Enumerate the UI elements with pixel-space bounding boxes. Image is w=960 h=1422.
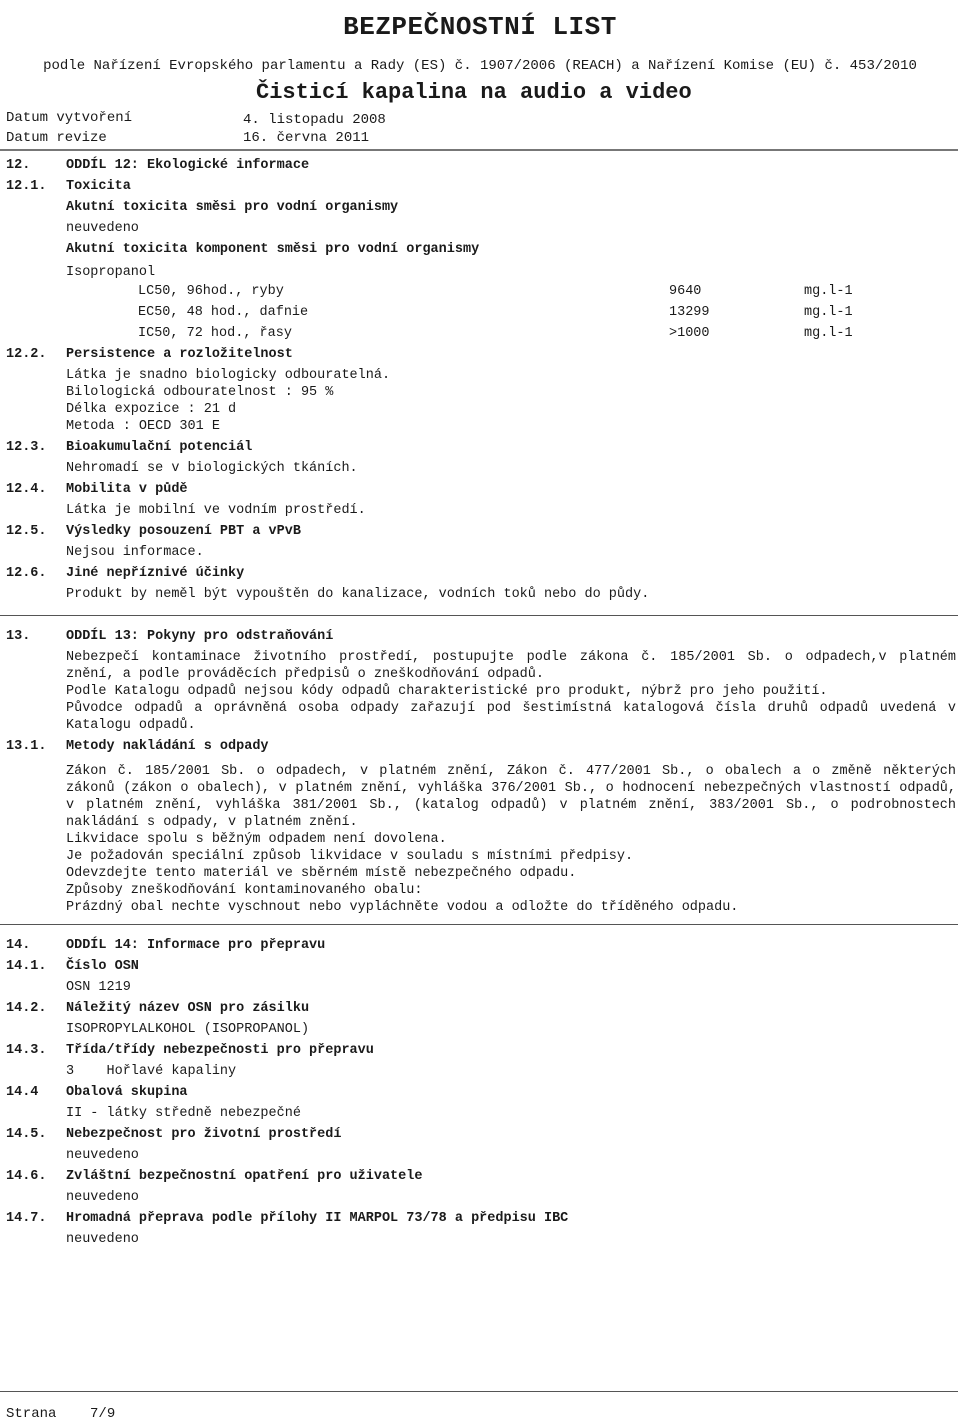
subsection-12-3	[0, 439, 960, 456]
revised-value: 16. června 2011	[243, 130, 370, 146]
disposal-paragraph: Původce odpadů a oprávněná osoba odpady zařazují pod šestimístná katalogová čísla druhů odpadů uvedená v Katalogu odpadů.	[66, 701, 956, 733]
disposal-paragraph: Nebezpečí kontaminace životního prostředí, postupujte podle zákona č. 185/2001 Sb. o odpadech,v platném znění, a podle prováděcích předpisů o zneškodňování odpadů.	[66, 650, 956, 682]
subsection-13-1	[0, 738, 960, 755]
created-label: Datum vytvoření	[6, 110, 133, 126]
waste-methods-line: Likvidace spolu s běžným odpadem není dovolena.	[66, 832, 447, 847]
tox-unit: mg.l-1	[804, 305, 853, 320]
waste-methods-paragraph: Zákon č. 185/2001 Sb. o odpadech, v platném znění, Zákon č. 477/2001 Sb., o obalech a o změně některých zákonů (zákon o obalech), v platném znění, vyhláška 376/2001 Sb., o hodnocení nebezpečných vlastností odpadů, v platném znění, vyhláška 381/2001 Sb., (katalog odpadů) v platném znění, 383/2001 Sb., o podrobnostech nakládání s odpady, v platném znění.	[66, 764, 956, 830]
subsection-value: neuvedeno	[66, 1232, 139, 1247]
subsection-title: Toxicita	[66, 179, 131, 194]
subsection-12-6	[0, 565, 960, 582]
subsection-number: 12.1.	[6, 179, 47, 194]
revised-label: Datum revize	[6, 130, 107, 146]
subsection-number: 12.3.	[6, 440, 47, 455]
section-number: 12.	[6, 158, 31, 173]
subsection-title: Obalová skupina	[66, 1085, 188, 1100]
subsection-12-2	[0, 346, 960, 363]
persistence-line: Metoda : OECD 301 E	[66, 419, 220, 434]
persistence-line: Bilologická odbouratelnost : 95 %	[66, 385, 334, 400]
subsection-title: Persistence a rozložitelnost	[66, 347, 293, 362]
subsection-value: 3 Hořlavé kapaliny	[66, 1064, 237, 1079]
subsection-title: Třída/třídy nebezpečnosti pro přepravu	[66, 1043, 374, 1058]
subsection-title: Nebezpečnost pro životní prostředí	[66, 1127, 342, 1142]
subsection-14-1	[0, 958, 960, 975]
persistence-line: Délka expozice : 21 d	[66, 402, 237, 417]
waste-methods-line: Je požadován speciální způsob likvidace v souladu s místními předpisy.	[66, 849, 634, 864]
section-number: 14.	[6, 938, 31, 953]
component-name: Isopropanol	[66, 265, 156, 280]
tox-value: 13299	[669, 305, 710, 320]
subsection-title: Bioakumulační potenciál	[66, 440, 253, 455]
page-label: Strana	[6, 1406, 57, 1422]
tox-value: >1000	[669, 326, 710, 341]
waste-methods-line: Odevzdejte tento materiál ve sběrném místě nebezpečného odpadu.	[66, 866, 577, 881]
created-value: 4. listopadu 2008	[243, 112, 386, 128]
subsection-title: Výsledky posouzení PBT a vPvB	[66, 524, 301, 539]
document-body	[0, 157, 960, 1248]
subsection-value: II - látky středně nebezpečné	[66, 1106, 301, 1121]
subsection-12-1	[0, 178, 960, 195]
mix-toxicity-heading	[0, 199, 960, 216]
tox-test: LC50, 96hod., ryby	[138, 284, 284, 299]
subsection-14-5	[0, 1126, 960, 1143]
subsection-14-7	[0, 1210, 960, 1227]
subsection-14-3	[0, 1042, 960, 1059]
toxicity-table	[0, 281, 960, 344]
mix-toxicity-value: neuvedeno	[66, 221, 139, 236]
subsection-number: 14.2.	[6, 1001, 47, 1016]
subsection-title: Hromadná přeprava podle přílohy II MARPOL 73/78 a předpisu IBC	[66, 1211, 569, 1226]
adverse-effects-text: Produkt by neměl být vypouštěn do kanalizace, vodních toků nebo do půdy.	[66, 587, 650, 602]
component-toxicity-title: Akutní toxicita komponent směsi pro vodní organismy	[66, 242, 480, 257]
section-14-heading	[0, 937, 960, 954]
page-footer	[6, 1406, 115, 1422]
waste-methods-line: Prázdný obal nechte vyschnout nebo vypláchněte vodou a odložte do tříděného odpadu.	[66, 900, 739, 915]
subsection-number: 12.6.	[6, 566, 47, 581]
section-title: ODDÍL 14: Informace pro přepravu	[66, 938, 326, 953]
subsection-number: 14.4	[6, 1085, 39, 1100]
subsection-title: Jiné nepříznivé účinky	[66, 566, 245, 581]
subsection-title: Číslo OSN	[66, 959, 139, 974]
subsection-14-2	[0, 1000, 960, 1017]
disposal-paragraph: Podle Katalogu odpadů nejsou kódy odpadů charakteristické pro produkt, nýbrž pro jeho použití.	[66, 684, 828, 699]
subsection-title: Náležitý název OSN pro zásilku	[66, 1001, 310, 1016]
subsection-value: neuvedeno	[66, 1190, 139, 1205]
section-title: ODDÍL 13: Pokyny pro odstraňování	[66, 629, 334, 644]
page-number: 7/9	[90, 1406, 116, 1422]
mix-toxicity-title: Akutní toxicita směsi pro vodní organismy	[66, 200, 399, 215]
component-name-row	[0, 264, 960, 281]
regulation-line: podle Nařízení Evropského parlamentu a Rady (ES) č. 1907/2006 (REACH) a Nařízení Komise (EU) č. 453/2010	[43, 58, 917, 74]
subsection-value: ISOPROPYLALKOHOL (ISOPROPANOL)	[66, 1022, 310, 1037]
subsection-number: 14.6.	[6, 1169, 47, 1184]
header-divider	[0, 149, 958, 151]
document-header	[0, 0, 960, 152]
tox-unit: mg.l-1	[804, 326, 853, 341]
subsection-number: 12.2.	[6, 347, 47, 362]
component-toxicity-heading	[0, 241, 960, 258]
waste-methods-line: Způsoby zneškodňování kontaminovaného obalu:	[66, 883, 423, 898]
mix-toxicity-value-row	[0, 220, 960, 237]
subsection-number: 14.3.	[6, 1043, 47, 1058]
subsection-14-4	[0, 1084, 960, 1101]
subsection-14-6	[0, 1168, 960, 1185]
persistence-line: Látka je snadno biologicky odbouratelná.	[66, 368, 391, 383]
table-row	[0, 323, 960, 344]
document-title: BEZPEČNOSTNÍ LIST	[343, 12, 617, 42]
section-number: 13.	[6, 629, 31, 644]
tox-test: IC50, 72 hod., řasy	[138, 326, 292, 341]
subsection-12-4	[0, 481, 960, 498]
subsection-title: Zvláštní bezpečnostní opatření pro uživatele	[66, 1169, 423, 1184]
subsection-value: neuvedeno	[66, 1148, 139, 1163]
subsection-number: 13.1.	[6, 739, 47, 754]
section-12-heading	[0, 157, 960, 174]
table-row	[0, 281, 960, 302]
section-13-heading	[0, 628, 960, 645]
tox-value: 9640	[669, 284, 702, 299]
section-title: ODDÍL 12: Ekologické informace	[66, 158, 310, 173]
subsection-12-5	[0, 523, 960, 540]
subsection-number: 14.1.	[6, 959, 47, 974]
product-name: Čisticí kapalina na audio a video	[256, 80, 692, 105]
tox-unit: mg.l-1	[804, 284, 853, 299]
mobility-text: Látka je mobilní ve vodním prostředí.	[66, 503, 366, 518]
subsection-title: Mobilita v půdě	[66, 482, 188, 497]
subsection-title: Metody nakládání s odpady	[66, 739, 269, 754]
footer-divider	[0, 1391, 958, 1392]
subsection-number: 14.7.	[6, 1211, 47, 1226]
subsection-number: 12.4.	[6, 482, 47, 497]
subsection-number: 12.5.	[6, 524, 47, 539]
pbt-text: Nejsou informace.	[66, 545, 204, 560]
subsection-value: OSN 1219	[66, 980, 131, 995]
bioaccumulation-text: Nehromadí se v biologických tkáních.	[66, 461, 358, 476]
tox-test: EC50, 48 hod., dafnie	[138, 305, 309, 320]
subsection-number: 14.5.	[6, 1127, 47, 1142]
table-row	[0, 302, 960, 323]
